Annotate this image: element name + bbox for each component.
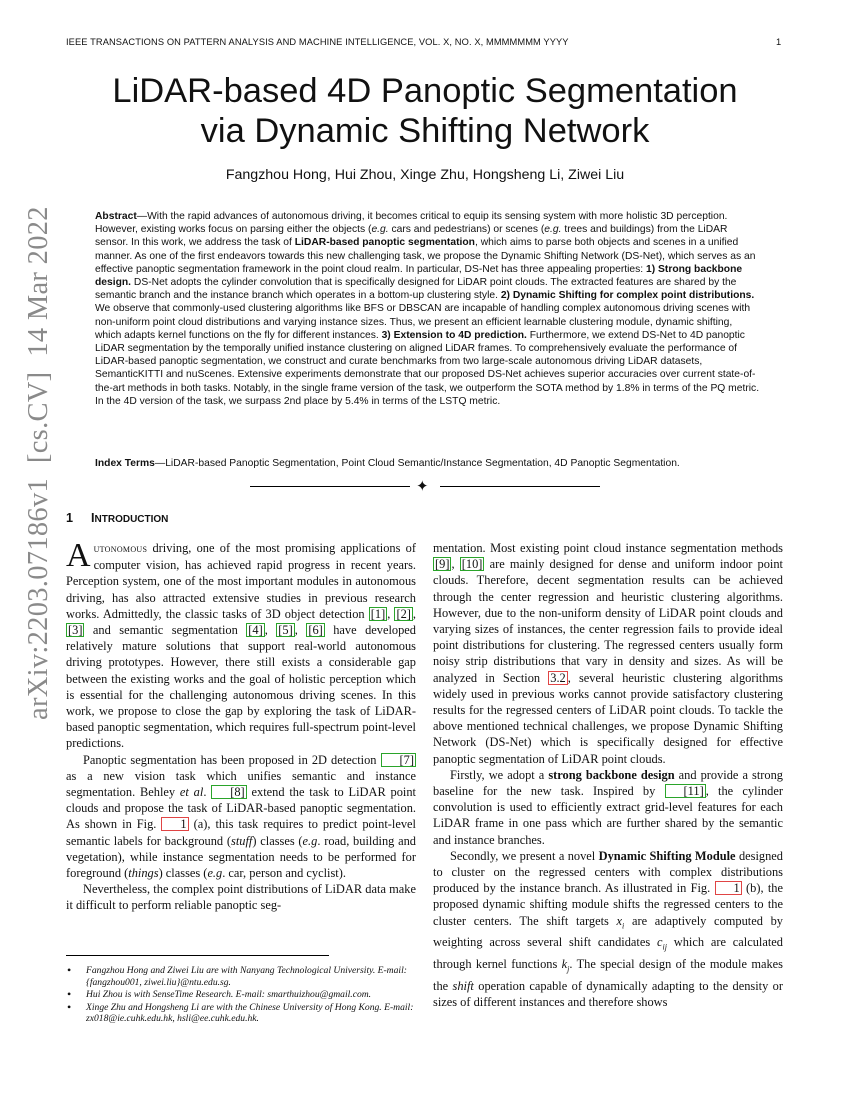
abstract-text: Furthermore, we extend DS-Net to 4D panoptic LiDAR segmentation by the temporally unified instance clustering on aligned LiDAR frames. To comprehensively evaluate the performance of LiDAR-based panoptic segmentation, we construct and curate benchmarks from two large-scale autonomous driving LiDAR datasets, SemanticKITTI and nuScenes. Extensive experiments demonstrate that our proposed DS-Net achieves superior accuracies over current state-of-the-art methods in both tasks. Notably, in the single frame version of the task, we outperform the SOTA method by 1.8% in terms of the PQ metric. In the 4D version of the task, we surpass 2nd place by 5.4% in terms of the LSTQ metric.: [95, 329, 760, 407]
text-run: are adaptively computed by weighting across several shift candidates: [433, 913, 784, 950]
math-subscript: i: [622, 921, 625, 931]
text-run: . road, building and vegetation), while instance segmentation needs to be performed for foreground (: [66, 833, 417, 881]
text-run: shift: [452, 978, 474, 993]
text-run: mentation. Most existing point cloud instance segmentation methods: [433, 541, 783, 555]
text-run: ) classes (: [158, 866, 208, 881]
section-divider: [250, 480, 600, 494]
left-column: [66, 537, 417, 914]
abstract-text: e.g.: [371, 224, 389, 236]
text-run: and provide a strong baseline for the new task. Inspired by: [433, 767, 783, 799]
page-number: 1: [776, 37, 782, 47]
math-subscript: ij: [662, 942, 667, 952]
text-run: which are calculated through kernel functions: [433, 935, 783, 972]
section-heading: [66, 511, 168, 525]
text-run: have developed relatively mature solutions that support real-world autonomous driving prototypes. However, there still exists a considerable gap between the existing works and the goal of holistic perception which is essential for the challenging autonomous driving scenes. In this work, we propose to close the gap by exploring the task of LiDAR-based panoptic segmentation, which requires full-spectrum point-level predictions.: [66, 623, 416, 751]
citation-link[interactable]: [7]: [381, 753, 416, 767]
footnote-item: • Xinge Zhu and Hongsheng Li are with the Chinese University of Hong Kong. E-mail: zx018@ie.cuhk.edu.hk, hsli@ee.cuhk.edu.hk.: [66, 1002, 418, 1025]
text-run: extend the task to LiDAR point clouds and propose the task of LiDAR-based panoptic segmentation. As shown in Fig.: [66, 785, 416, 832]
text-run: , several heuristic clustering algorithms widely used in previous works cannot provide satisfactory clustering results for the regressed centers of LiDAR point clouds. To tackle the above mentioned technical challenges, we propose Dynamic Shifting Network (DS-Net) which is specifically designed for effective panoptic segmentation of LiDAR point clouds.: [433, 670, 783, 766]
abstract-emphasis: 1) Strong backbone design.: [95, 263, 743, 289]
title-line-2: via Dynamic Shifting Network: [200, 112, 650, 150]
figure-reference-link[interactable]: 1: [161, 817, 188, 831]
text-run: e.g: [302, 833, 318, 848]
divider-rule-right: [440, 486, 600, 487]
paragraph: [66, 537, 416, 752]
paper-title: [0, 71, 850, 151]
text-run: utonomous: [93, 542, 148, 555]
text-run: e.g: [207, 866, 223, 881]
text-run: ,: [412, 606, 416, 621]
text-run: ,: [264, 623, 277, 638]
footnote-item: • Hui Zhou is with SenseTime Research. E-mail: smarthuizhou@gmail.com.: [66, 989, 418, 1001]
abstract-label: Abstract: [95, 211, 137, 222]
text-run: , the cylinder convolution is used to efficiently extract grid-level features for each LiDAR frame in one pass which are further shared by the semantic and instance branches.: [433, 784, 784, 847]
abstract-emphasis: LiDAR-based panoptic segmentation: [294, 237, 475, 249]
citation-link[interactable]: [3]: [68, 623, 83, 638]
text-run: . car, person and cyclist).: [222, 866, 346, 881]
paragraph: [66, 752, 416, 882]
abstract-emphasis: 2) Dynamic Shifting for complex point distributions.: [500, 290, 755, 302]
text-run: operation capable of dynamically adapting to the density or sizes of different instances and therefore shows: [433, 978, 783, 1009]
abstract-emphasis: 3) Extension to 4D prediction.: [381, 329, 527, 341]
text-run: driving, one of the most promising applications of computer vision, has achieved rapid progress in recent years. Perception system, one of the most important modules in autonomous driving, has also attracted extensive studies in previous research works. Admittedly, the classic tasks of 3D object detection: [66, 541, 416, 621]
abstract-text: , which aims to parse both objects and scenes in a unified manner. As one of the first endeavors towards this new challenging task, we propose the Dynamic Shifting Network (DS-Net), which serves as an effective panoptic segmentation framework in the point cloud realm. In particular, DS-Net has three appealing properties:: [95, 237, 756, 275]
citation-link[interactable]: [1]: [370, 606, 386, 621]
text-run: stuff: [231, 833, 253, 848]
text-run: strong backbone design: [548, 767, 675, 782]
paragraph: [433, 767, 783, 848]
text-run: things: [128, 866, 159, 881]
footnotes: [66, 965, 418, 1026]
math-subscript: j: [567, 964, 570, 974]
index-terms: [95, 457, 760, 470]
text-run: Secondly, we present a novel: [450, 848, 599, 863]
abstract-text: —With the rapid advances of autonomous driving, it becomes critical to equip its sensing system with more holistic 3D perception. However, existing works focus on parsing either the objects (: [95, 211, 728, 236]
running-header: IEEE TRANSACTIONS ON PATTERN ANALYSIS AND MACHINE INTELLIGENCE, VOL. X, NO. X, MMMMMMM YYYY: [66, 37, 569, 47]
text-run: (a), this task requires to predict point-level semantic labels for background (: [66, 817, 416, 848]
footnote-item: • Fangzhou Hong and Ziwei Liu are with Nanyang Technological University. E-mail: {fangzhou001, ziwei.liu}@ntu.edu.sg.: [66, 965, 418, 988]
abstract: [95, 210, 760, 408]
paragraph: [433, 540, 783, 767]
text-run: are mainly designed for dense and uniform indoor point clouds. Therefore, decent segmentation results can be achieved through the center regression and heuristic clustering algorithms. However, due to the non-uniform density of LiDAR point clouds and varying sizes of instances, the center regression fails to provide ideal point distributions for clustering. The regressed centers usually form noisy strip distributions that vary in density and sizes. As will be analyzed in Section: [433, 557, 783, 685]
text-run: and semantic segmentation: [84, 623, 247, 638]
text-run: ,: [294, 623, 307, 638]
citation-link[interactable]: [2]: [396, 606, 411, 621]
abstract-text: cars and pedestrians) or scenes (: [388, 224, 545, 236]
abstract-text: e.g.: [544, 224, 562, 236]
text-run: . The special design of the module makes the: [433, 957, 783, 993]
right-column: [433, 540, 783, 1010]
text-run: Firstly, we adopt a: [450, 767, 549, 782]
text-run: designed to cluster on the regressed centers with complex distributions produced by the instance branch. As illustrated in Fig.: [433, 848, 783, 896]
divider-rule-left: [250, 486, 410, 487]
paragraph: [66, 881, 416, 913]
citation-link[interactable]: [6]: [308, 623, 323, 638]
drop-cap: A: [66, 537, 91, 574]
footnote-rule: [66, 955, 329, 956]
math-symbol: x: [616, 913, 623, 928]
title-line-1: LiDAR-based 4D Panoptic Segmentation: [112, 72, 738, 110]
text-run: ) classes (: [252, 833, 303, 848]
citation-link[interactable]: [4]: [248, 623, 263, 638]
text-run: et al: [179, 785, 204, 800]
section-title-rest: NTRODUCTION: [94, 514, 169, 525]
text-run: Dynamic Shifting Module: [598, 848, 736, 863]
abstract-text: trees and buildings) from the LiDAR sensor. In this work, we address the task of: [95, 224, 728, 249]
arxiv-identifier-text: arXiv:2203.07186v1 [cs.CV] 14 Mar 2022: [23, 206, 54, 720]
citation-link[interactable]: [5]: [278, 623, 293, 638]
abstract-text: DS-Net adopts the cylinder convolution that is specifically designed for LiDAR point clouds. The extracted features are shared by the semantic branch and the instance branch which operates in a bottom-up clustering style.: [95, 277, 737, 302]
math-symbol: c: [656, 935, 663, 950]
text-run: Panoptic segmentation has been proposed in 2D detection: [83, 752, 381, 767]
citation-link[interactable]: [9]: [435, 557, 450, 572]
text-run: ,: [387, 606, 395, 621]
abstract-text: We observe that commonly-used clustering algorithms like BFS or DBSCAN are incapable of handling complex autonomous driving scenes with non-uniform point cloud distributions and varying instance sizes. Thus, we present an efficient learnable clustering module, dynamic shifting, which adapts kernel functions on the fly for different instances.: [95, 303, 751, 341]
citation-link[interactable]: [11]: [665, 784, 706, 798]
section-number: 1: [66, 511, 74, 525]
section-reference-link[interactable]: 3.2: [550, 670, 566, 685]
index-terms-label: Index Terms: [95, 458, 155, 469]
citation-link[interactable]: [8]: [211, 785, 246, 799]
text-run: (b), the proposed dynamic shifting module shifts the regressed centers to the cluster centers. The shift targets: [433, 881, 783, 928]
author-list: Fangzhou Hong, Hui Zhou, Xinge Zhu, Hongsheng Li, Ziwei Liu: [225, 167, 625, 183]
citation-link[interactable]: [10]: [461, 557, 483, 572]
text-run: .: [203, 785, 212, 800]
math-symbol: k: [561, 957, 568, 972]
section-title-initial: I: [91, 511, 95, 525]
divider-star-icon: ✦: [416, 479, 429, 495]
text-run: Nevertheless, the complex point distributions of LiDAR data make it difficult to perform reliable panoptic seg-: [66, 882, 416, 913]
paragraph: [433, 848, 783, 1010]
index-terms-text: —LiDAR-based Panoptic Segmentation, Point Cloud Semantic/Instance Segmentation, 4D Panoptic Segmentation.: [154, 458, 680, 469]
figure-reference-link[interactable]: 1: [715, 881, 742, 895]
text-run: ,: [451, 557, 460, 572]
text-run: as a new vision task which unifies semantic and instance segmentation. Behley: [66, 768, 416, 800]
